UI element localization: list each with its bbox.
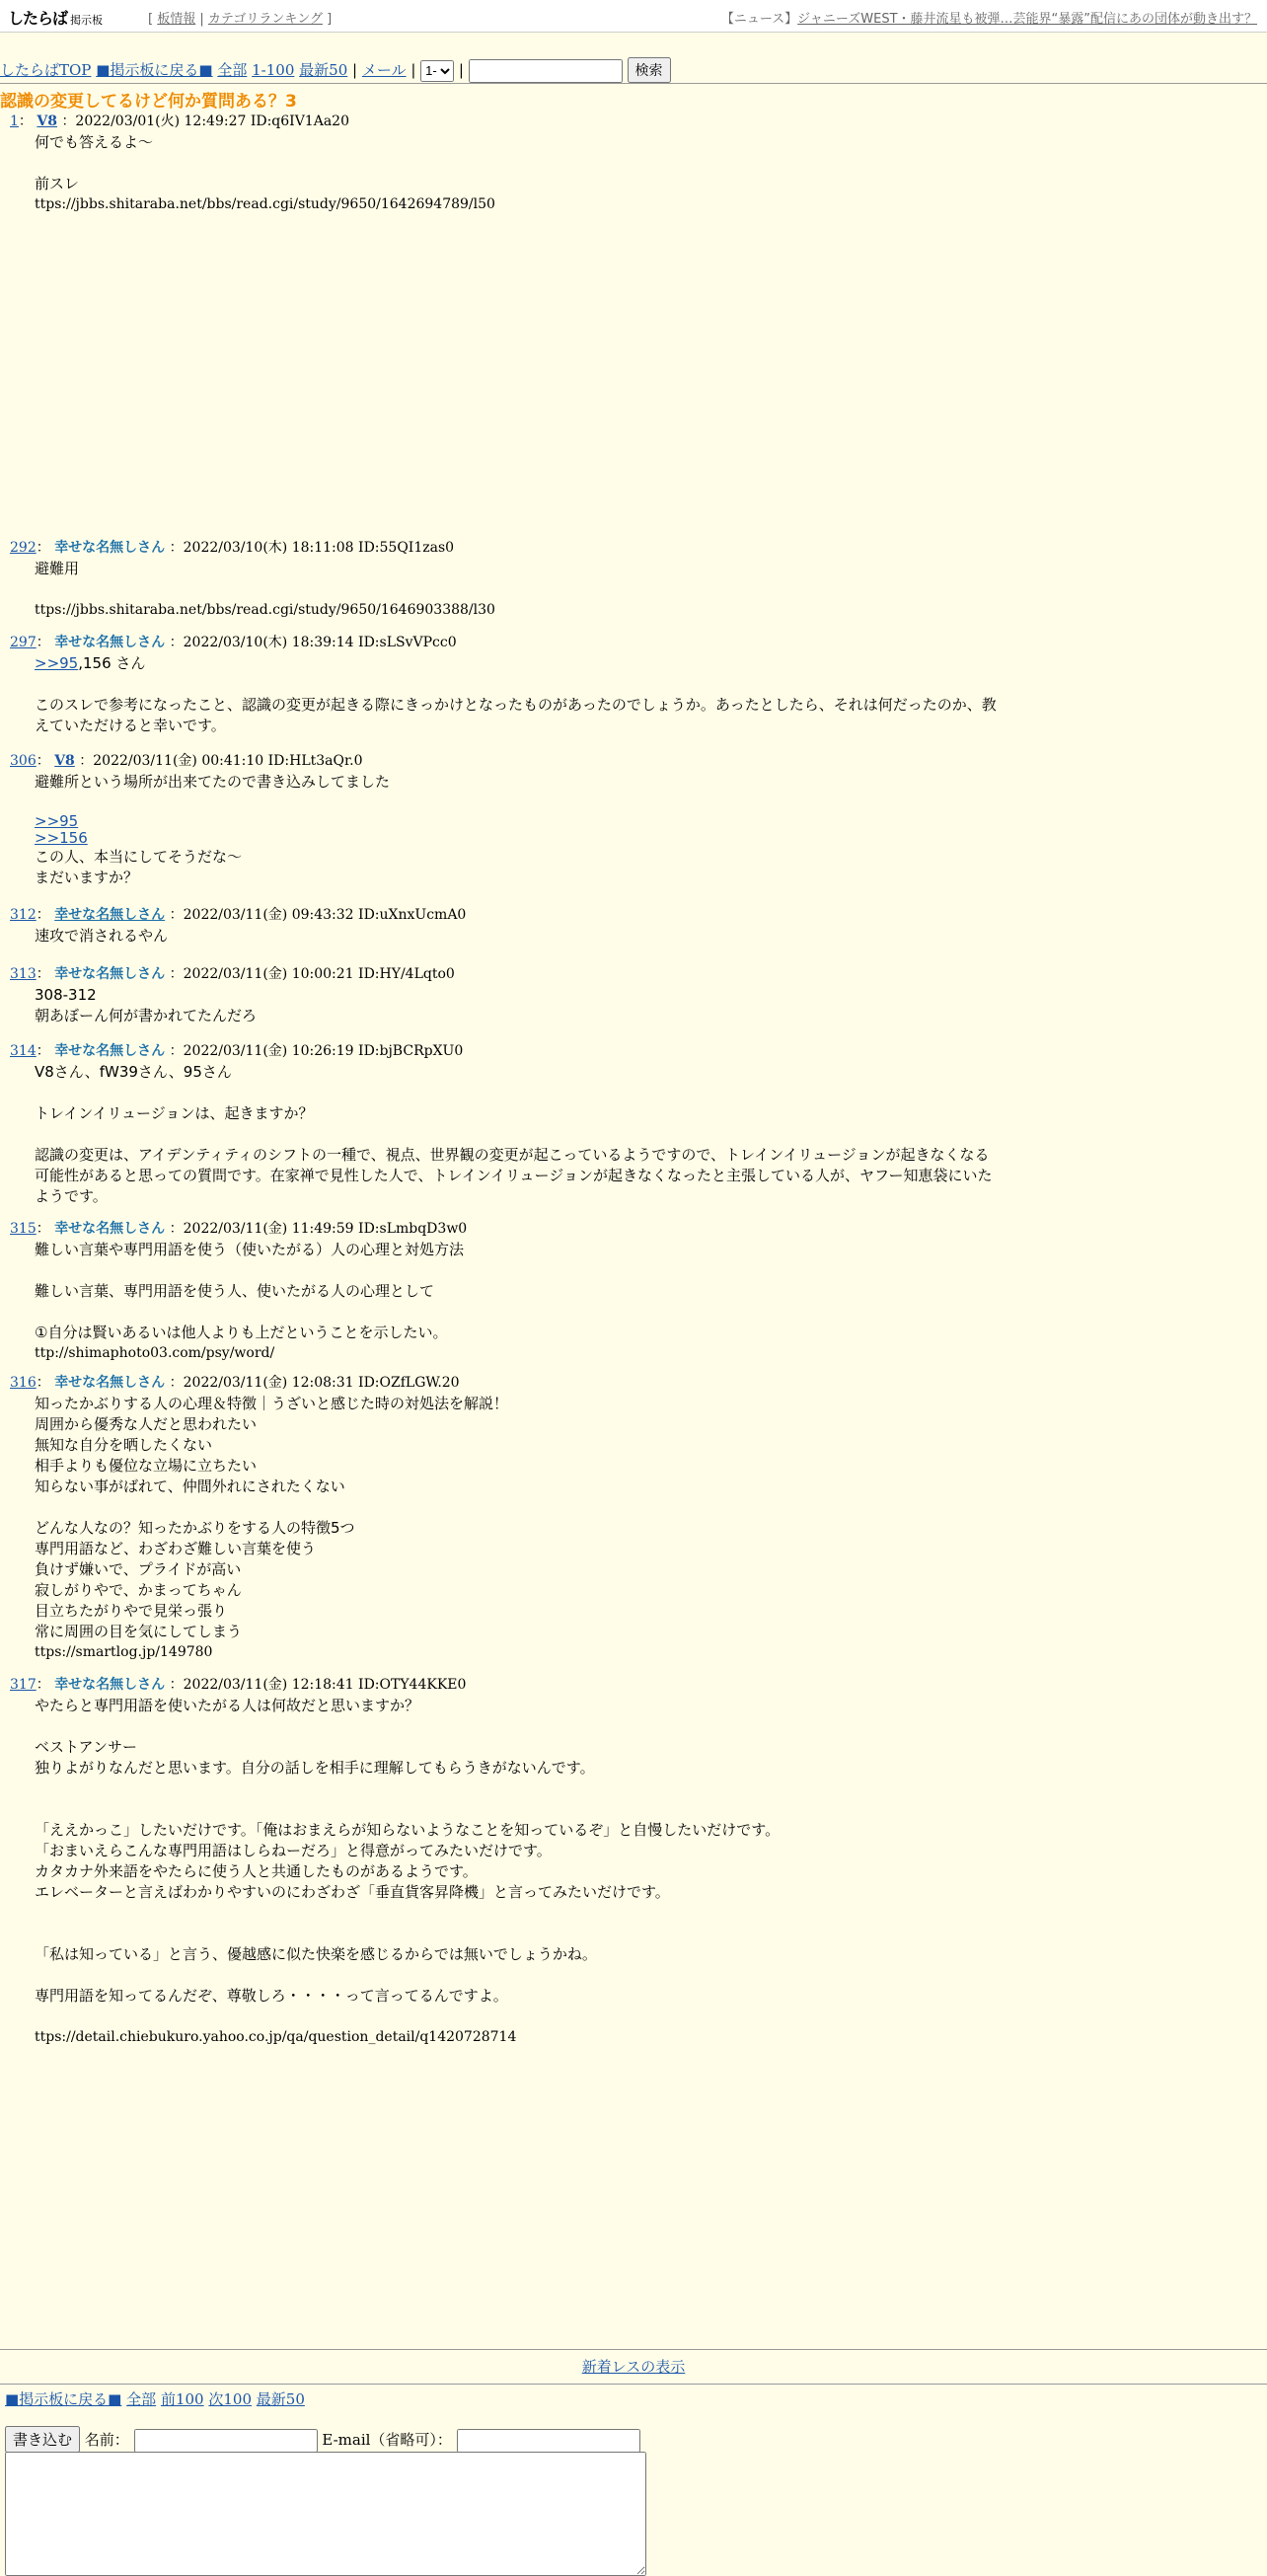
post: 306： V8 ：2022/03/11(金) 00:41:10 ID:HLt3aQr.0 避難所という場所が出来てたので書き込みしてました >>95 >>156 この人、本当にしてそうだな～ まだいますか？ bbox=[10, 750, 1066, 888]
reply-anchor[interactable]: >>95 bbox=[35, 654, 79, 672]
post-body: 何でも答えるよ～ 前スレ ttps://jbbs.shitaraba.net/bbs/read.cgi/study/9650/1642694789/l50 bbox=[35, 132, 1066, 215]
post-number[interactable]: 1 bbox=[10, 114, 19, 129]
poster-name: 幸せな名無しさん bbox=[54, 1043, 166, 1059]
thread-title: 認識の変更してるけど何か質問ある？3 bbox=[0, 92, 297, 112]
poster-name: 幸せな名無しさん bbox=[54, 540, 166, 556]
all-posts-link[interactable]: 全部 bbox=[126, 2390, 157, 2408]
post-meta: ：2022/03/11(金) 10:26:19 ID:bjBCRpXU0 bbox=[169, 1043, 464, 1059]
shitaraba-top-link[interactable]: したらばTOP bbox=[0, 61, 92, 79]
email-field[interactable] bbox=[457, 2429, 640, 2453]
news-ticker bbox=[721, 8, 1257, 27]
site-logo[interactable]: したらば 掲示板 bbox=[8, 9, 104, 28]
poster-name[interactable]: V8 bbox=[54, 753, 75, 769]
post-body: 308-312 朝あぼーん何が書かれてたんだろ bbox=[35, 986, 258, 1024]
mail-link[interactable]: メール bbox=[361, 61, 407, 79]
poster-name: 幸せな名無しさん bbox=[54, 1375, 166, 1391]
latest50-link[interactable]: 最新50 bbox=[299, 61, 348, 79]
name-field[interactable] bbox=[134, 2429, 318, 2453]
bottom-nav bbox=[5, 2388, 305, 2409]
post-number[interactable]: 313 bbox=[10, 966, 37, 982]
all-posts-link[interactable]: 全部 bbox=[217, 61, 248, 79]
post-body: >>95,156 さん このスレで参考になったこと、認識の変更が起きる際にきっかけとなったものがあったのでしょうか。あったとしたら、それは何だったのか、教 えていただけると幸いです。 bbox=[35, 654, 997, 734]
post: 312： 幸せな名無しさん ：2022/03/11(金) 09:43:32 ID:uXnxUcmA0 速攻で消されるやん bbox=[10, 904, 1066, 947]
post-url: ttps://jbbs.shitaraba.net/bbs/read.cgi/study/9650/1642694789/l50 bbox=[35, 196, 495, 212]
message-textarea[interactable] bbox=[5, 2452, 646, 2576]
post: 1： V8 ：2022/03/01(火) 12:49:27 ID:q6IV1Aa20 何でも答えるよ～ 前スレ ttps://jbbs.shitaraba.net/bbs/read.cgi/study/9650/1642694789/l50 bbox=[10, 111, 1066, 215]
submit-post-button[interactable]: 書き込む bbox=[5, 2426, 80, 2453]
email-label: E-mail（省略可）： bbox=[322, 2431, 452, 2449]
show-new-replies-link[interactable]: 新着レスの表示 bbox=[581, 2358, 686, 2376]
post-body: 難しい言葉や専門用語を使う（使いたがる）人の心理と対処方法 難しい言葉、専門用語を使う人、使いたがる人の心理として ①自分は賢いあるいは他人よりも上だということを示したい。 ttp://shimaphoto03.com/psy/word/ bbox=[35, 1240, 1066, 1364]
post-body: 避難用 ttps://jbbs.shitaraba.net/bbs/read.cgi/study/9650/1646903388/l30 bbox=[35, 559, 1066, 621]
post: 316： 幸せな名無しさん ：2022/03/11(金) 12:08:31 ID:OZfLGW.20 知ったかぶりする人の心理＆特徴｜うざいと感じた時の対処法を解説！ 周囲から優秀な人だと思われたい 無知な自分を晒したくない 相手よりも優位な立場に立ちたい 知らない事がばれて、仲間外れにされたくない どんな人なの？知ったかぶりをする人の特徴5つ 専門用語など、わざわざ難しい言葉を使う 負けず嫌いで、プライドが高い 寂しがりやで、かまってちゃん 目立ちたがりやで見栄っ張り 常に周囲の目を気にしてしまう ttps://smartlog.jp/149780 bbox=[10, 1372, 1066, 1663]
post-url: ttps://smartlog.jp/149780 bbox=[35, 1644, 213, 1660]
latest50-link[interactable]: 最新50 bbox=[256, 2390, 305, 2408]
post-meta: ：2022/03/11(金) 12:18:41 ID:OTY44KKE0 bbox=[169, 1677, 467, 1693]
post-body: 速攻で消されるやん bbox=[35, 927, 169, 945]
post-number[interactable]: 315 bbox=[10, 1221, 37, 1237]
post-meta: ：2022/03/11(金) 10:00:21 ID:HY/4Lqto0 bbox=[169, 966, 455, 982]
post-number[interactable]: 292 bbox=[10, 540, 37, 556]
post: 314： 幸せな名無しさん ：2022/03/11(金) 10:26:19 ID:bjBCRpXU0 V8さん、fW39さん、95さん トレインイリュージョンは、起きますか？ 認識の変更は、アイデンティティのシフトの一種で、視点、世界観の変更が起こっているようですので、トレインイリュージョンが起きなくなる 可能性があると思っての質問です。在家禅で見性した人で、トレインイリュージョンが起きなくなったと主張している人が、ヤフー知恵袋にいた ようです。 bbox=[10, 1040, 1066, 1207]
post-url: ttps://detail.chiebukuro.yahoo.co.jp/qa/question_detail/q1420728714 bbox=[35, 2029, 517, 2045]
post-meta: ：2022/03/10(木) 18:11:08 ID:55QI1zas0 bbox=[169, 540, 455, 556]
post-meta: ：2022/03/11(金) 00:41:10 ID:HLt3aQr.0 bbox=[79, 753, 363, 769]
prev100-link[interactable]: 前100 bbox=[160, 2390, 204, 2408]
back-to-board-link[interactable]: ■掲示板に戻る■ bbox=[96, 61, 213, 79]
board-info-link[interactable]: 板情報 bbox=[157, 12, 196, 27]
post: 315： 幸せな名無しさん ：2022/03/11(金) 11:49:59 ID:sLmbqD3w0 難しい言葉や専門用語を使う（使いたがる）人の心理と対処方法 難しい言葉、専門用語を使う人、使いたがる人の心理として ①自分は賢いあるいは他人よりも上だということを示したい。 ttp://shimaphoto03.com/psy/word/ bbox=[10, 1218, 1066, 1364]
post: 297： 幸せな名無しさん ：2022/03/10(木) 18:39:14 ID:sLSvVPcc0 >>95,156 さん このスレで参考になったこと、認識の変更が起きる際にきっかけとなったものがあったのでしょうか。あったとしたら、それは何だったのか、教 えていただけると幸いです。 bbox=[10, 632, 1066, 736]
thread-nav: したらばTOP ■掲示板に戻る■ 全部 1-100 最新50 | メール | 1- | 検索 bbox=[0, 55, 1267, 84]
top-bar bbox=[0, 0, 1267, 33]
post-number[interactable]: 306 bbox=[10, 753, 37, 769]
search-input[interactable] bbox=[469, 59, 623, 83]
post-meta: ：2022/03/11(金) 09:43:32 ID:uXnxUcmA0 bbox=[169, 907, 467, 923]
top-links: [ 板情報 | カテゴリランキング ] bbox=[148, 12, 333, 27]
back-to-board-link[interactable]: ■掲示板に戻る■ bbox=[5, 2390, 122, 2408]
reply-anchor[interactable]: >>95 bbox=[35, 812, 79, 830]
poster-name[interactable]: V8 bbox=[37, 114, 57, 129]
search-button[interactable]: 検索 bbox=[628, 57, 671, 83]
post-body: やたらと専門用語を使いたがる人は何故だと思いますか？ ベストアンサー 独りよがりなんだと思います。自分の話しを相手に理解してもらうきがないんです。 「ええかっこ」したいだけです。「俺はおまえらが知らないようなことを知っているぞ」と自慢したいだけです。 「おまいえらこんな専門用語はしらねーだろ」と得意がってみたいだけです。 カタカナ外来語をやたらに使う人と共通したものがあるようです。 エレベーターと言えばわかりやすいのにわざわざ「垂直貨客昇降機」と言ってみたいだけです。 「私は知っている」と言う、優越感に似た快楽を感じるからでは無いでしょうかね。 専門用語を知ってるんだぞ、尊敬しろ・・・・って言ってるんですよ。 ttps://detail.chiebukuro.yahoo.co.jp/qa/question_detail/q1420728714 bbox=[35, 1696, 1066, 2048]
poster-name: 幸せな名無しさん bbox=[54, 1221, 166, 1237]
poster-name: 幸せな名無しさん bbox=[54, 966, 166, 982]
name-label: 名前： bbox=[84, 2431, 129, 2449]
range-select[interactable] bbox=[420, 60, 454, 82]
range-link[interactable]: 1-100 bbox=[252, 61, 295, 79]
category-ranking-link[interactable]: カテゴリランキング bbox=[207, 12, 323, 27]
post-number[interactable]: 316 bbox=[10, 1375, 37, 1391]
news-link[interactable]: ジャニーズWEST・藤井流星も被弾…芸能界“暴露”配信にあの団体が動き出す？ bbox=[797, 12, 1257, 27]
post-meta: ：2022/03/11(金) 11:49:59 ID:sLmbqD3w0 bbox=[169, 1221, 468, 1237]
poster-name: 幸せな名無しさん bbox=[54, 1677, 166, 1693]
post-number[interactable]: 297 bbox=[10, 635, 37, 650]
post-meta: ：2022/03/10(木) 18:39:14 ID:sLSvVPcc0 bbox=[169, 635, 457, 650]
post-body: 知ったかぶりする人の心理＆特徴｜うざいと感じた時の対処法を解説！ 周囲から優秀な人だと思われたい 無知な自分を晒したくない 相手よりも優位な立場に立ちたい 知らない事がばれて、仲間外れにされたくない どんな人なの？知ったかぶりをする人の特徴5つ 専門用語など、わざわざ難しい言葉を使う 負けず嫌いで、プライドが高い 寂しがりやで、かまってちゃん 目立ちたがりやで見栄っ張り 常に周囲の目を気にしてしまう ttps://smartlog.jp/149780 bbox=[35, 1394, 1066, 1663]
post-number[interactable]: 317 bbox=[10, 1677, 37, 1693]
poster-name[interactable]: 幸せな名無しさん bbox=[54, 907, 166, 923]
post: 317： 幸せな名無しさん ：2022/03/11(金) 12:18:41 ID:OTY44KKE0 やたらと専門用語を使いたがる人は何故だと思いますか？ ベストアンサー 独りよがりなんだと思います。自分の話しを相手に理解してもらうきがないんです。 「ええかっこ」したいだけです。「俺はおまえらが知らないようなことを知っているぞ」と自慢したいだけです。 「おまいえらこんな専門用語はしらねーだろ」と得意がってみたいだけです。 カタカナ外来語をやたらに使う人と共通したものがあるようです。 エレベーターと言えばわかりやすいのにわざわざ「垂直貨客昇降機」と言ってみたいだけです。 「私は知っている」と言う、優越感に似た快楽を感じるからでは無いでしょうかね。 専門用語を知ってるんだぞ、尊敬しろ・・・・って言ってるんですよ。 ttps://detail.chiebukuro.yahoo.co.jp/qa/question_detail/q1420728714 bbox=[10, 1674, 1066, 2048]
post-url: ttp://shimaphoto03.com/psy/word/ bbox=[35, 1345, 275, 1361]
post: 292： 幸せな名無しさん ：2022/03/10(木) 18:11:08 ID:55QI1zas0 避難用 ttps://jbbs.shitaraba.net/bbs/read.cgi/study/9650/1646903388/l30 bbox=[10, 537, 1066, 621]
post: 313： 幸せな名無しさん ：2022/03/11(金) 10:00:21 ID:HY/4Lqto0 308-312 朝あぼーん何が書かれてたんだろ bbox=[10, 963, 1066, 1026]
reply-anchor[interactable]: >>156 bbox=[35, 829, 88, 847]
post-url: ttps://jbbs.shitaraba.net/bbs/read.cgi/study/9650/1646903388/l30 bbox=[35, 602, 495, 618]
post-number[interactable]: 312 bbox=[10, 907, 37, 923]
post-body: 避難所という場所が出来てたので書き込みしてました >>95 >>156 この人、本当にしてそうだな～ まだいますか？ bbox=[35, 773, 391, 886]
post-number[interactable]: 314 bbox=[10, 1043, 37, 1059]
new-replies-bar bbox=[0, 2349, 1267, 2385]
post-form bbox=[5, 2426, 640, 2453]
poster-name: 幸せな名無しさん bbox=[54, 635, 166, 650]
next100-link[interactable]: 次100 bbox=[208, 2390, 252, 2408]
post-meta: ：2022/03/01(火) 12:49:27 ID:q6IV1Aa20 bbox=[61, 114, 349, 129]
post-meta: ：2022/03/11(金) 12:08:31 ID:OZfLGW.20 bbox=[169, 1375, 460, 1391]
post-body: V8さん、fW39さん、95さん トレインイリュージョンは、起きますか？ 認識の変更は、アイデンティティのシフトの一種で、視点、世界観の変更が起こっているようですので、トレインイリュージョンが起きなくなる 可能性があると思っての質問です。在家禅で見性した人で、トレインイリュージョンが起きなくなったと主張している人が、ヤフー知恵袋にいた ようです。 bbox=[35, 1063, 993, 1205]
news-label: 【ニュース】 bbox=[720, 12, 798, 27]
